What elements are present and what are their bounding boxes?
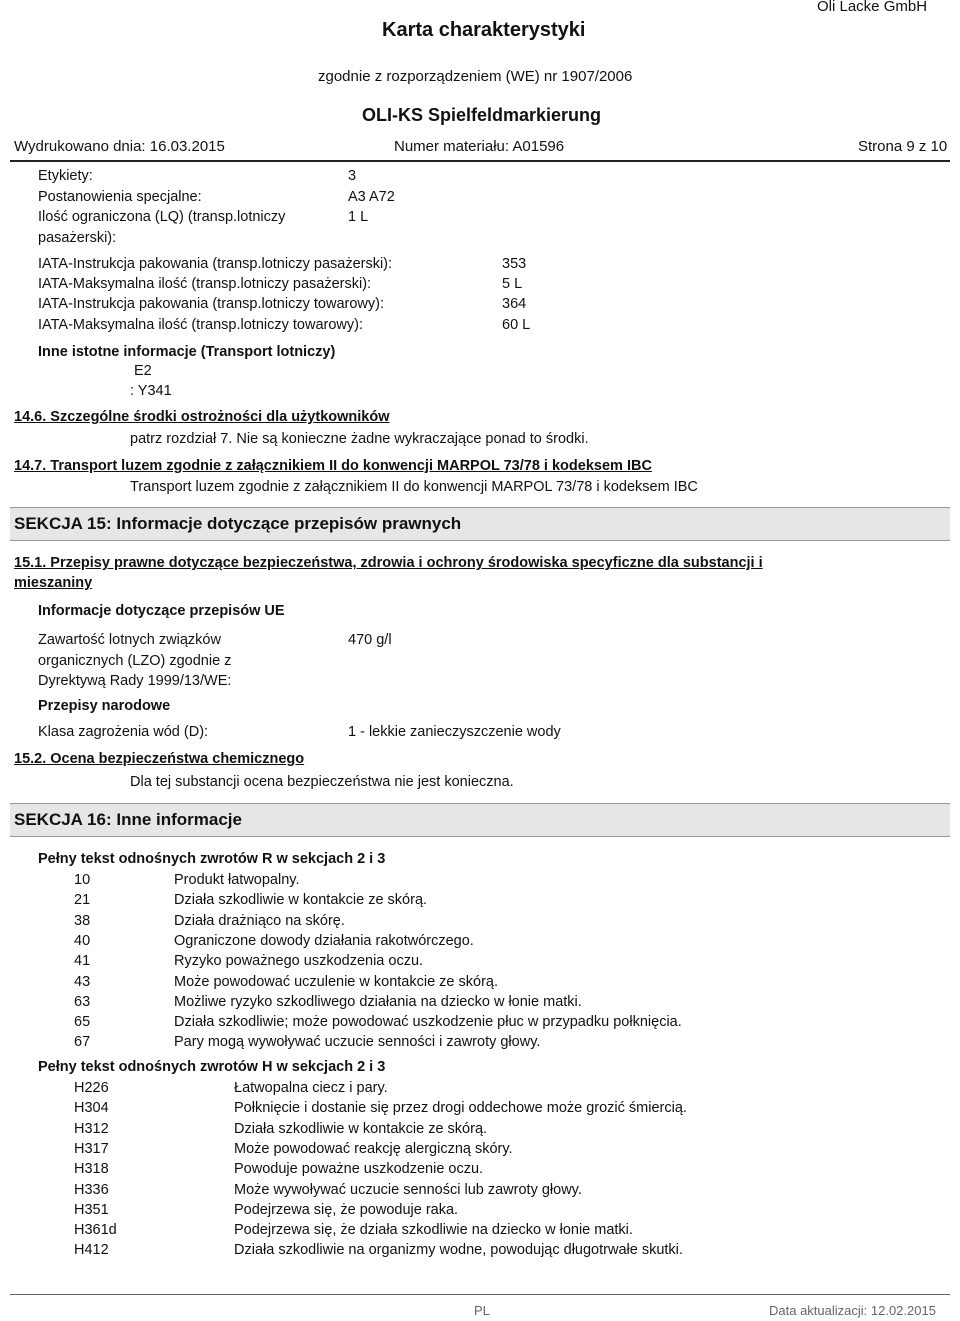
r-phrases-heading: Pełny tekst odnośnych zwrotów R w sekcjach 2 i 3 <box>38 851 386 867</box>
phrase-text: Ograniczone dowody działania rakotwórczego. <box>174 932 474 949</box>
other-info-y341: : Y341 <box>130 383 172 399</box>
phrase-text: Działa szkodliwie; może powodować uszkodzenie płuc w przypadku połknięcia. <box>174 1014 682 1031</box>
section-14-6-heading: 14.6. Szczególne środki ostrożności dla użytkowników <box>14 409 390 425</box>
section-15-2-heading: 15.2. Ocena bezpieczeństwa chemicznego <box>14 751 305 767</box>
header-divider <box>10 160 950 162</box>
phrase-text: Ryzyko poważnego uszkodzenia oczu. <box>174 953 424 970</box>
phrase-code: H336 <box>74 1181 109 1198</box>
labels-value: 3 <box>348 168 357 184</box>
phrase-code: 10 <box>74 872 91 888</box>
phrase-code: H317 <box>74 1140 109 1157</box>
footer-update-date: Data aktualizacji: 12.02.2015 <box>769 1303 936 1318</box>
phrase-text: Działa szkodliwie na organizmy wodne, powodując długotrwałe skutki. <box>234 1242 683 1259</box>
water-hazard-value: 1 - lekkie zanieczyszczenie wody <box>348 724 561 740</box>
phrase-text: Może wywoływać uczucie senności lub zawroty głowy. <box>234 1181 582 1198</box>
phrase-text: Powoduje poważne uszkodzenie oczu. <box>234 1161 484 1178</box>
phrase-text: Produkt łatwopalny. <box>174 872 300 888</box>
iata-row-label: IATA-Instrukcja pakowania (transp.lotniczy pasażerski): <box>38 256 393 272</box>
phrase-text: Działa szkodliwie w kontakcie ze skórą. <box>234 1120 488 1137</box>
phrase-code: H304 <box>74 1100 109 1117</box>
labels-label: Etykiety: <box>38 168 93 184</box>
phrase-code: H412 <box>74 1242 109 1259</box>
phrase-text: Łatwopalna ciecz i pary. <box>234 1080 388 1096</box>
section-14-6-text: patrz rozdział 7. Nie są konieczne żadne wykraczające ponad to środki. <box>130 431 589 447</box>
phrase-text: Podejrzewa się, że powoduje raka. <box>234 1201 459 1218</box>
section-15-1-heading-line2: mieszaniny <box>14 575 93 591</box>
section-15-title: SEKCJA 15: Informacje dotyczące przepisów prawnych <box>14 514 462 533</box>
section-14-7-text: Transport luzem zgodnie z załącznikiem II do konwencji MARPOL 73/78 i kodeksem IBC <box>130 479 698 495</box>
voc-label-line2: organicznych (LZO) zgodnie z <box>38 653 232 669</box>
footer-language: PL <box>474 1303 490 1318</box>
special-provisions-value: A3 A72 <box>348 189 395 205</box>
material-number: Numer materiału: A01596 <box>394 138 565 155</box>
phrase-code: 65 <box>74 1014 91 1031</box>
voc-value: 470 g/l <box>348 632 392 648</box>
voc-label-line3: Dyrektywą Rady 1999/13/WE: <box>38 673 232 689</box>
special-provisions-label: Postanowienia specjalne: <box>38 189 202 205</box>
iata-row-value: 364 <box>502 296 527 312</box>
phrase-code: 38 <box>74 912 91 929</box>
page-number: Strona 9 z 10 <box>858 138 948 155</box>
iata-row-value: 5 L <box>502 276 523 292</box>
national-regulations-heading: Przepisy narodowe <box>38 698 171 714</box>
other-info-heading: Inne istotne informacje (Transport lotniczy) <box>38 344 336 360</box>
iata-row-label: IATA-Maksymalna ilość (transp.lotniczy pasażerski): <box>38 276 372 292</box>
phrase-code: H318 <box>74 1161 109 1178</box>
phrase-code: H361d <box>74 1222 117 1239</box>
iata-row-value: 353 <box>502 256 527 272</box>
phrase-text: Połknięcie i dostanie się przez drogi oddechowe może grozić śmiercią. <box>234 1100 687 1117</box>
section-15-2-text: Dla tej substancji ocena bezpieczeństwa nie jest konieczna. <box>130 774 514 790</box>
regulation-line: zgodnie z rozporządzeniem (WE) nr 1907/2006 <box>318 68 633 85</box>
phrase-text: Możliwe ryzyko szkodliwego działania na dziecko w łonie matki. <box>174 993 582 1010</box>
phrase-text: Działa szkodliwie w kontakcie ze skórą. <box>174 892 428 909</box>
section-16-header <box>10 803 950 837</box>
eu-regulations-heading: Informacje dotyczące przepisów UE <box>38 603 285 619</box>
limited-quantity-label-line1: Ilość ograniczona (LQ) (transp.lotniczy <box>38 209 286 225</box>
section-16-title: SEKCJA 16: Inne informacje <box>14 810 242 829</box>
print-date: Wydrukowano dnia: 16.03.2015 <box>14 138 225 155</box>
iata-row-value: 60 L <box>502 317 531 333</box>
phrase-code: 67 <box>74 1034 91 1051</box>
phrase-text: Działa drażniąco na skórę. <box>174 912 345 929</box>
phrase-code: 21 <box>74 892 91 909</box>
document-title: Karta charakterystyki <box>382 19 586 41</box>
iata-row-label: IATA-Instrukcja pakowania (transp.lotniczy towarowy): <box>38 296 384 312</box>
phrase-text: Podejrzewa się, że działa szkodliwie na dziecko w łonie matki. <box>234 1222 633 1239</box>
section-15-1-heading-line1: 15.1. Przepisy prawne dotyczące bezpieczeństwa, zdrowia i ochrony środowiska specyficzne dla substancji i <box>14 555 763 571</box>
phrase-code: 63 <box>74 993 91 1010</box>
limited-quantity-value: 1 L <box>348 209 369 225</box>
voc-label-line1: Zawartość lotnych związków <box>38 632 221 648</box>
phrase-code: 40 <box>74 932 91 949</box>
phrase-code: 41 <box>74 953 91 970</box>
product-name: OLI-KS Spielfeldmarkierung <box>362 105 602 125</box>
company-name: Oli Lacke GmbH <box>817 0 928 15</box>
phrase-code: H226 <box>74 1080 109 1096</box>
phrase-code: 43 <box>74 973 91 990</box>
phrase-code: H312 <box>74 1120 109 1137</box>
section-15-header <box>10 507 950 541</box>
footer-divider <box>10 1294 950 1295</box>
phrase-text: Może powodować uczulenie w kontakcie ze skórą. <box>174 973 498 990</box>
limited-quantity-label-line2: pasażerski): <box>38 230 117 246</box>
phrase-text: Może powodować reakcję alergiczną skóry. <box>234 1140 513 1157</box>
phrase-code: H351 <box>74 1201 109 1218</box>
other-info-e2: E2 <box>134 363 152 379</box>
phrase-text: Pary mogą wywoływać uczucie senności i zawroty głowy. <box>174 1034 541 1051</box>
h-phrases-heading: Pełny tekst odnośnych zwrotów H w sekcjach 2 i 3 <box>38 1059 386 1075</box>
water-hazard-label: Klasa zagrożenia wód (D): <box>38 724 209 740</box>
iata-row-label: IATA-Maksymalna ilość (transp.lotniczy towarowy): <box>38 317 363 333</box>
section-14-7-heading: 14.7. Transport luzem zgodnie z załącznikiem II do konwencji MARPOL 73/78 i kodeksem IBC <box>14 458 652 474</box>
